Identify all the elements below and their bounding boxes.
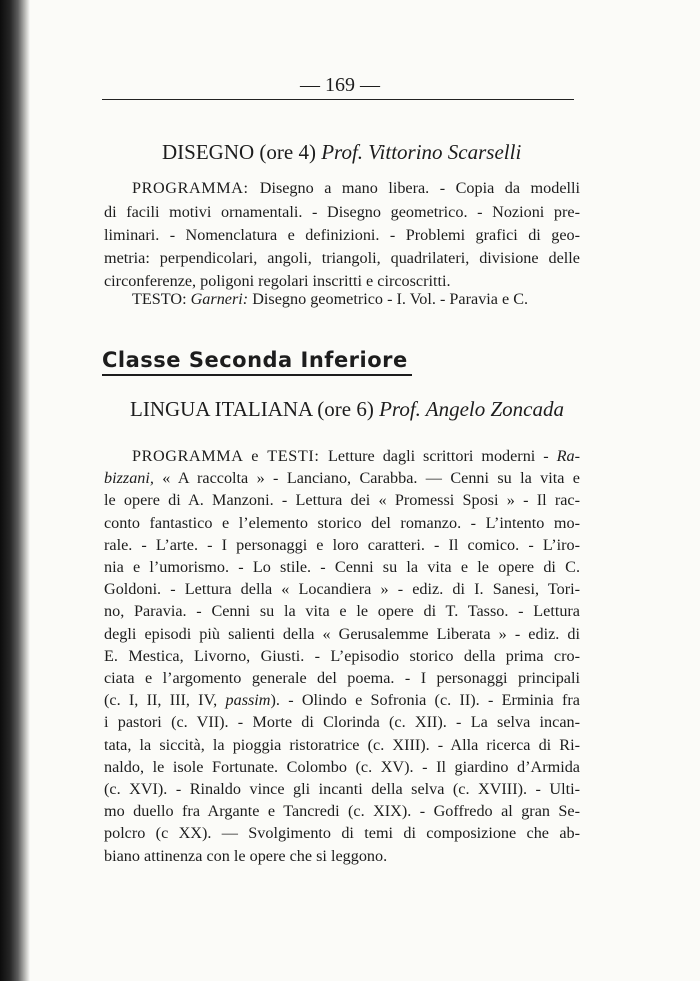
section-heading-lingua-italiana — [130, 397, 564, 422]
text-segment: PROGRAMMA e TESTI: — [132, 447, 328, 465]
text-line — [104, 534, 580, 556]
text-segment: naldo, le isole Fortunate. Colombo (c. XV). - Il giardino d’Armida — [104, 757, 580, 776]
text-segment: i pastori (c. VII). - Morte di Clorinda (c. XII). - La selva incan- — [104, 713, 580, 732]
text-line — [104, 689, 580, 711]
text-segment: (c. XVI). - Rinaldo vince gli incanti della selva (c. XVIII). - Ulti- — [104, 780, 580, 798]
text-segment: polcro (c XX). — Svolgimento di temi di composizione che ab- — [104, 824, 580, 843]
class-heading: Classe Seconda Inferiore — [102, 348, 412, 376]
text-segment: biano attinenza con le opere che si leggono. — [104, 846, 388, 865]
text-segment: circonferenze, poligoni regolari inscritti e circoscritti. — [104, 272, 451, 290]
italic-text: passim — [225, 691, 271, 710]
text-segment: PROGRAMMA: — [132, 179, 260, 197]
italic-text: Garneri: — [190, 290, 249, 308]
text-line — [104, 600, 580, 622]
text-segment: Letture dagli scrittori moderni - — [328, 447, 557, 465]
text-line — [104, 623, 580, 645]
text-line — [104, 512, 580, 534]
text-segment: (c. I, II, III, IV, — [104, 691, 226, 710]
page-number: — 169 — — [300, 74, 380, 96]
italic-text: Ra- — [556, 447, 580, 465]
text-segment: metria: perpendicolari, angoli, triangoli, quadrilateri, divisione delle — [104, 249, 580, 267]
text-line — [104, 247, 580, 269]
text-line — [132, 177, 580, 199]
text-segment: ciata e l’argomento generale del poema. - I personaggi principali — [104, 669, 580, 687]
text-line — [104, 224, 580, 246]
text-segment: TESTO: — [132, 290, 191, 308]
text-line — [104, 800, 580, 822]
text-segment: no, Paravia. - Cenni su la vita e le opere di T. Tasso. - Lettura — [104, 602, 580, 621]
book-binding-shadow — [0, 0, 30, 981]
text-line — [104, 489, 580, 511]
header-rule — [102, 99, 574, 100]
text-segment: ). - Olindo e Sofronia (c. II). - Erminia fra — [270, 691, 580, 710]
text-segment: Disegno a mano libera. - Copia da modelli — [259, 179, 580, 197]
text-line — [104, 734, 580, 756]
text-line — [104, 556, 580, 578]
text-segment: mo duello fra Argante e Tancredi (c. XIX). - Goffredo al gran Se- — [104, 802, 580, 821]
text-line — [104, 467, 580, 489]
text-line — [104, 822, 580, 844]
teacher-name: Prof. Vittorino Scarselli — [321, 140, 522, 164]
text-segment: tata, la siccità, la pioggia ristoratrice (c. XIII). - Alla ricerca di Ri- — [104, 735, 580, 754]
text-segment: degli episodi più salienti della « Gerusalemme Liberata » - ediz. di — [104, 624, 580, 643]
text-segment: E. Mestica, Livorno, Giusti. - L’episodio storico della prima cro- — [104, 646, 580, 665]
italic-text: bizzani, — [104, 469, 154, 488]
text-line — [132, 445, 580, 467]
subject-title: DISEGNO (ore 4) — [162, 140, 316, 164]
text-line — [132, 288, 580, 310]
text-segment: le opere di A. Manzoni. - Lettura dei « Promessi Sposi » - Il rac- — [104, 491, 580, 510]
text-line — [104, 578, 580, 600]
text-line — [104, 778, 580, 800]
text-segment: di facili motivi ornamentali. - Disegno geometrico. - Nozioni pre- — [104, 203, 580, 221]
text-segment: nia e l’umorismo. - Lo stile. - Cenni su la vita e le opere di C. — [104, 558, 580, 576]
text-segment: Goldoni. - Lettura della « Locandiera » - ediz. di I. Sanesi, Tori- — [104, 580, 580, 599]
text-segment: Disegno geometrico - I. Vol. - Paravia e C. — [248, 290, 529, 308]
text-segment: rale. - L’arte. - I personaggi e loro caratteri. - Il comico. - L’iro- — [104, 535, 580, 554]
text-segment: « A raccolta » - Lanciano, Carabba. — Cenni su la vita e — [153, 469, 580, 488]
subject-title: LINGUA ITALIANA (ore 6) — [130, 397, 374, 421]
text-segment: conto fantastico e l’elemento storico del romanzo. - L’intento mo- — [104, 513, 580, 532]
text-line — [104, 201, 580, 223]
text-segment: liminari. - Nomenclatura e definizioni. - Problemi grafici di geo- — [104, 226, 580, 244]
text-line — [104, 645, 580, 667]
text-line — [104, 711, 580, 733]
text-line — [104, 667, 580, 689]
section-heading-disegno — [162, 140, 521, 165]
teacher-name: Prof. Angelo Zoncada — [379, 397, 565, 421]
text-line — [104, 756, 580, 778]
text-line — [104, 845, 580, 867]
